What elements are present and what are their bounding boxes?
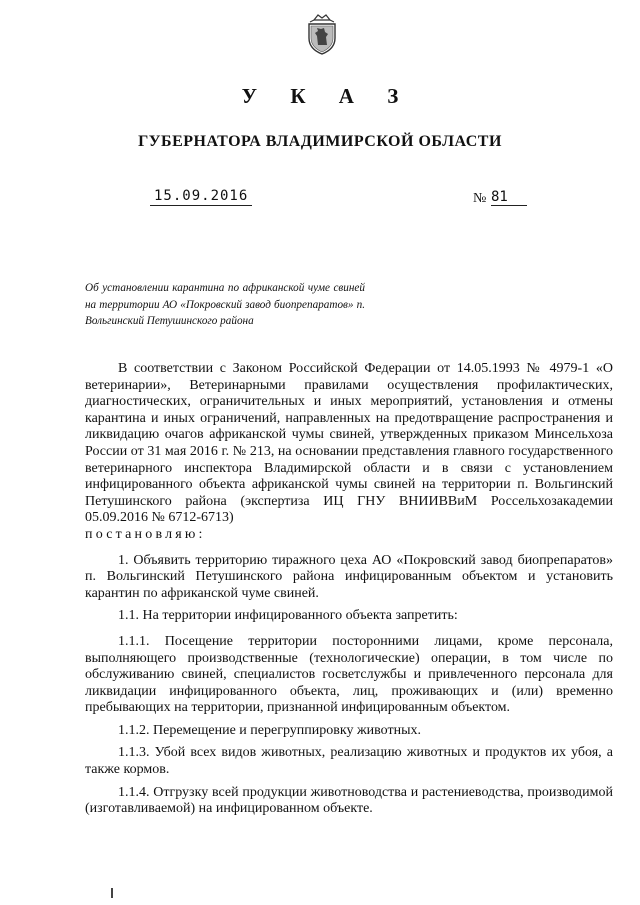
decree-word: постановляю: <box>85 526 206 542</box>
item-1-1-2: 1.1.2. Перемещение и перегруппировку животных. <box>118 722 421 738</box>
item-1-1-3: 1.1.3. Убой всех видов животных, реализацию животных и продуктов их убоя, а также кормов. <box>85 745 613 778</box>
coat-of-arms-icon <box>305 12 339 56</box>
issuing-authority: ГУБЕРНАТОРА ВЛАДИМИРСКОЙ ОБЛАСТИ <box>138 133 502 150</box>
item-1: 1. Объявить территорию тиражного цеха АО «Покровский завод биопрепаратов» п. Вольгинский Петушинского района инфицированным объектом и установить карантин по африканской чуме свиней. <box>85 552 613 601</box>
document-title: У К А З <box>241 84 413 108</box>
item-1-1: 1.1. На территории инфицированного объекта запретить: <box>118 608 458 624</box>
scan-mark <box>111 888 113 898</box>
preamble-paragraph: В соответствии с Законом Российской Федерации от 14.05.1993 № 4979-1 «О ветеринарии», Ветеринарными правилами осуществления профилактических, диагностических, ограничительных и иных мероприятий, установления и отмены карантина и иных ограничений, направленных на предотвращение распространения и ликвидацию очагов африканской чумы свиней, утвержденных приказом Минсельхоза России от 31 мая 2016 г. № 213, на основании представления главного государственного ветеринарного инспектора Владимирской области и в связи с установлением инфицированного объекта африканской чумы свиней на территории п. Вольгинский Петушинского района (экспертиза ИЦ ГНУ ВНИИВВиМ Россельхозакадемии 05.09.2016 № 6712-6713) <box>85 361 613 526</box>
decree-number: 81 <box>491 189 527 206</box>
decree-date: 15.09.2016 <box>150 188 252 206</box>
decree-subject: Об установлении карантина по африканской чуме свиней на территории АО «Покровский завод биопрепаратов» п. Вольгинский Петушинского района <box>85 282 365 327</box>
number-label: № <box>473 191 487 206</box>
item-1-1-4: 1.1.4. Отгрузку всей продукции животноводства и растениеводства, производимой (изготавливаемой) на инфицированном объекте. <box>85 784 613 817</box>
item-1-1-1: 1.1.1. Посещение территории посторонними лицами, кроме персонала, выполняющего производственные (технологические) операции, в том числе по обслуживанию свиней, специалистов госветслужбы и привлеченного персонала для ликвидации инфицированного объекта, лиц, проживающих и (или) временно пребывающих на территории, признанной инфицированным объектом. <box>85 633 613 716</box>
decree-body <box>85 361 613 818</box>
